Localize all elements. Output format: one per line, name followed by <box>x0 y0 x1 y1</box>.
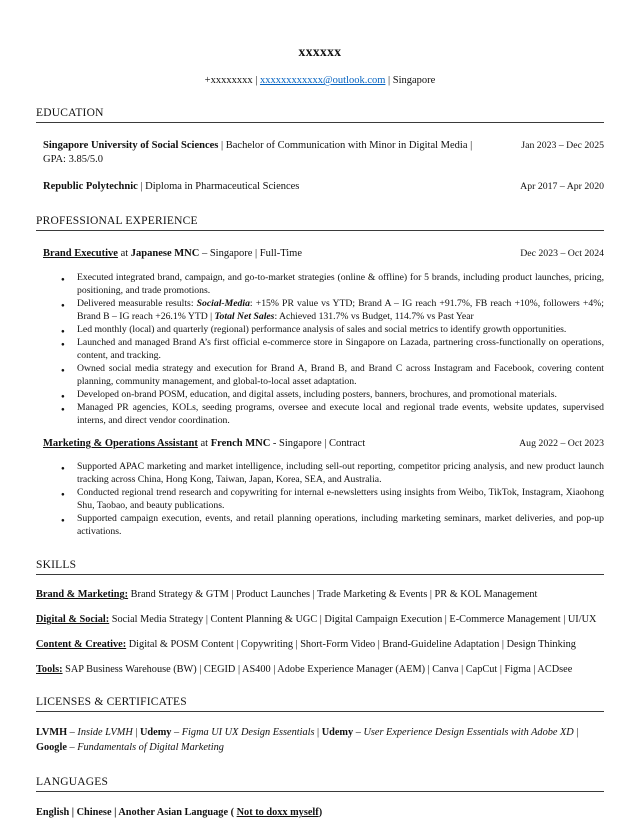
job-bullet <box>77 297 604 323</box>
job-bullet: ● Managed PR agencies, KOLs, seeding programs, oversee and execute local and regional trade events, website updates, supervised interns, and direct vendor coordination. <box>77 401 604 427</box>
skill-row <box>36 589 604 600</box>
job-bullet: ● Owned social media strategy and execution for Brand A, Brand B, and Brand C across Instagram and Facebook, covering content planning, community management, and global-to-local asset adaptation. <box>77 362 604 388</box>
job-location-type: – Singapore | Full-Time <box>199 247 302 259</box>
bullet-text: : +15% PR value vs YTD; Brand A – IG reach +91.7%, FB reach +10%, followers +4%; Brand B – IG reach +26.1% YTD | <box>77 297 604 322</box>
job-title-line <box>43 437 519 451</box>
job-title-line <box>43 247 520 261</box>
languages-note: Not to doxx myself <box>236 807 319 819</box>
email-link[interactable]: xxxxxxxxxxxx@outlook.com <box>259 75 386 86</box>
languages-line <box>36 807 604 818</box>
skill-list: SAP Business Warehouse (BW) | CEGID | AS400 | Adobe Experience Manager (AEM) | Canva | CapCut | Figma | ACDsee <box>62 664 573 676</box>
job-bullet-list <box>36 460 604 538</box>
section-heading-languages: LANGUAGES <box>36 776 604 792</box>
separator: | <box>388 75 391 86</box>
job-dates: Aug 2022 – Oct 2023 <box>519 437 604 449</box>
skill-list: Digital & POSM Content | Copywriting | Short-Form Video | Brand-Guideline Adaptation | Design Thinking <box>126 639 576 651</box>
education-entry <box>43 180 604 194</box>
education-entry-text <box>43 139 521 167</box>
job-bullet-list <box>36 271 604 427</box>
certificate-dash: – <box>353 727 364 739</box>
skill-list: Social Media Strategy | Content Planning & UGC | Digital Campaign Execution | E-Commerce Management | UI/UX <box>109 614 597 626</box>
section-heading-certificates: LICENSES & CERTIFICATES <box>36 696 604 712</box>
skill-category-label: Content & Creative: <box>36 639 127 651</box>
phone-number: +xxxxxxxx <box>204 75 253 86</box>
skill-row <box>36 614 604 625</box>
bullet-emphasis: Social-Media <box>196 297 250 309</box>
certificate-dash: – <box>66 741 78 753</box>
skill-list: Brand Strategy & GTM | Product Launches | Trade Marketing & Events | PR & KOL Management <box>128 589 538 601</box>
job-header <box>43 437 604 451</box>
certificate-org: Udemy <box>321 727 354 739</box>
section-heading-education: EDUCATION <box>36 107 604 123</box>
certificate-title: Inside LVMH <box>77 727 133 739</box>
skill-row <box>36 639 604 650</box>
certificate-title: Figma UI UX Design Essentials <box>181 727 315 739</box>
skill-row <box>36 664 604 675</box>
languages-text: English | Chinese | Another Asian Language ( <box>36 807 237 819</box>
certificates-paragraph <box>36 726 604 755</box>
job-title: Brand Executive <box>43 247 118 259</box>
certificate-org: Google <box>36 741 67 753</box>
job-title: Marketing & Operations Assistant <box>43 437 198 449</box>
degree-detail: | Diploma in Pharmaceutical Sciences <box>137 180 300 192</box>
certificate-title: Fundamentals of Digital Marketing <box>77 741 224 753</box>
certificate-separator: | <box>573 727 579 739</box>
job-bullet: ● Executed integrated brand, campaign, and go-to-market strategies (online & offline) for 5 brands, including product launches, pricing, positioning, and trade promotions. <box>77 271 604 297</box>
location: Singapore <box>392 75 436 86</box>
job-bullet: ● Supported campaign execution, events, and retail planning operations, including marketing seminars, market deliveries, and pop-up activations. <box>77 512 604 538</box>
job-bullet: ● Launched and managed Brand A’s first official e-commerce store in Singapore on Lazada, partnering cross-functionally on operations, content, and tracking. <box>77 336 604 362</box>
certificate-org: Udemy <box>140 727 172 739</box>
candidate-name: xxxxxx <box>298 44 342 59</box>
education-dates: Apr 2017 – Apr 2020 <box>520 180 604 192</box>
section-heading-experience: PROFESSIONAL EXPERIENCE <box>36 215 604 231</box>
degree-detail: | Bachelor of Communication with Minor in Digital Media | GPA: 3.85/5.0 <box>43 140 473 165</box>
institution-name: Republic Polytechnic <box>43 180 138 192</box>
job-location-type: - Singapore | Contract <box>270 437 366 449</box>
certificate-separator: | <box>132 727 140 739</box>
job-dates: Dec 2023 – Oct 2024 <box>520 247 604 259</box>
education-dates: Jan 2023 – Dec 2025 <box>521 140 604 151</box>
company-name: French MNC <box>210 437 271 449</box>
job-connector: at <box>197 437 211 449</box>
skill-category-label: Digital & Social: <box>36 614 110 626</box>
section-heading-skills: SKILLS <box>36 559 604 575</box>
certificate-dash: – <box>171 727 182 739</box>
skill-category-label: Brand & Marketing: <box>36 589 129 601</box>
company-name: Japanese MNC <box>130 247 200 259</box>
job-bullet: ● Conducted regional trend research and copywriting for internal e-newsletters using insights from Weibo, TikTok, Instagram, Xiaohong Shu, Taobao, and beauty publications. <box>77 486 604 512</box>
certificate-dash: – <box>67 727 78 739</box>
job-connector: at <box>117 247 131 259</box>
education-entry-text <box>43 180 520 194</box>
job-bullet: ● Developed on-brand POSM, education, and digital assets, including posters, banners, brochures, and promotional materials. <box>77 388 604 401</box>
bullet-emphasis: Total Net Sales <box>214 310 275 322</box>
certificate-separator: | <box>314 727 322 739</box>
languages-close: ) <box>318 807 323 819</box>
contact-line <box>36 75 604 86</box>
separator: | <box>255 75 258 86</box>
bullet-text: : Achieved 131.7% vs Budget, 114.7% vs Past Year <box>274 310 474 322</box>
education-entry <box>43 139 604 167</box>
job-bullet: ● Supported APAC marketing and market intelligence, including sell-out reporting, competitor pricing analysis, and new product launch tracking across China, Hong Kong, Taiwan, Japan, Korea, SEA, and Australia. <box>77 460 604 486</box>
job-header <box>43 247 604 261</box>
job-bullet: ● Led monthly (local) and quarterly (regional) performance analysis of sales and social metrics to identify growth opportunities. <box>77 323 604 336</box>
bullet-text: Delivered measurable results: <box>77 297 197 309</box>
certificate-title: User Experience Design Essentials with Adobe XD <box>363 727 574 739</box>
certificate-org: LVMH <box>36 727 68 739</box>
skill-category-label: Tools: <box>36 664 63 676</box>
institution-name: Singapore University of Social Sciences <box>43 140 219 151</box>
